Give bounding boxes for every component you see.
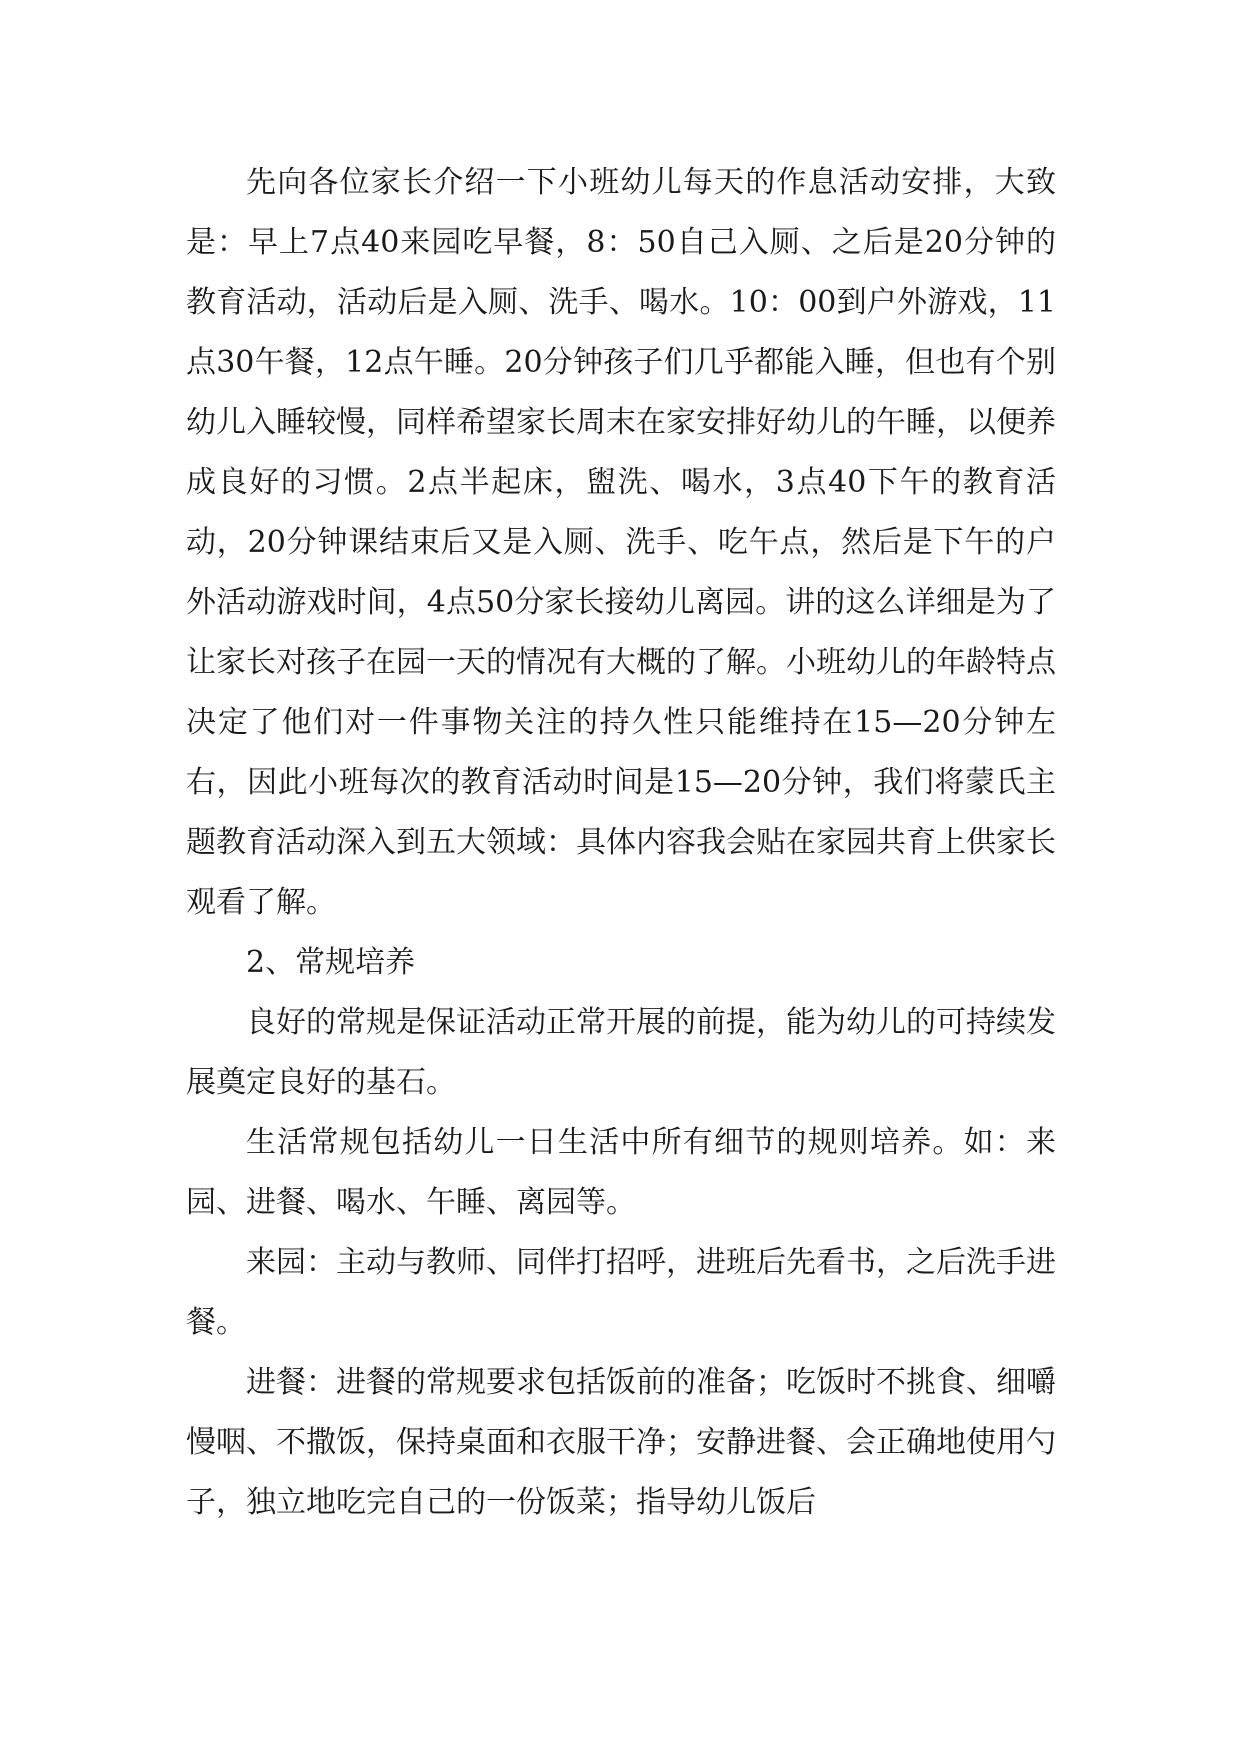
paragraph-life-routine: 生活常规包括幼儿一日生活中所有细节的规则培养。如：来园、进餐、喝水、午睡、离园等。 bbox=[186, 1125, 1056, 1220]
document-body bbox=[186, 153, 1056, 1533]
paragraph-arrival: 来园：主动与教师、同伴打招呼，进班后先看书，之后洗手进餐。 bbox=[186, 1245, 1056, 1340]
section-heading-routine: 2、常规培养 bbox=[246, 945, 416, 980]
paragraph-routine-intro: 良好的常规是保证活动正常开展的前提，能为幼儿的可持续发展奠定良好的基石。 bbox=[186, 1005, 1056, 1100]
paragraph-meals: 进餐：进餐的常规要求包括饭前的准备；吃饭时不挑食、细嚼慢咽、不撒饭，保持桌面和衣服干净；安静进餐、会正确地使用勺子，独立地吃完自己的一份饭菜；指导幼儿饭后 bbox=[186, 1365, 1056, 1520]
paragraph-schedule: 先向各位家长介绍一下小班幼儿每天的作息活动安排，大致是：早上7点40来园吃早餐，8：50自己入厕、之后是20分钟的教育活动，活动后是入厕、洗手、喝水。10：00到户外游戏，11点30午餐，12点午睡。20分钟孩子们几乎都能入睡，但也有个别幼儿入睡较慢，同样希望家长周末在家安排好幼儿的午睡，以便养成良好的习惯。2点半起床，盥洗、喝水，3点40下午的教育活动，20分钟课结束后又是入厕、洗手、吃午点，然后是下午的户外活动游戏时间，4点50分家长接幼儿离园。讲的这么详细是为了让家长对孩子在园一天的情况有大概的了解。小班幼儿的年龄特点决定了他们对一件事物关注的持久性只能维持在15—20分钟左右，因此小班每次的教育活动时间是15—20分钟，我们将蒙氏主题教育活动深入到五大领域：具体内容我会贴在家园共育上供家长观看了解。 bbox=[186, 165, 1056, 920]
